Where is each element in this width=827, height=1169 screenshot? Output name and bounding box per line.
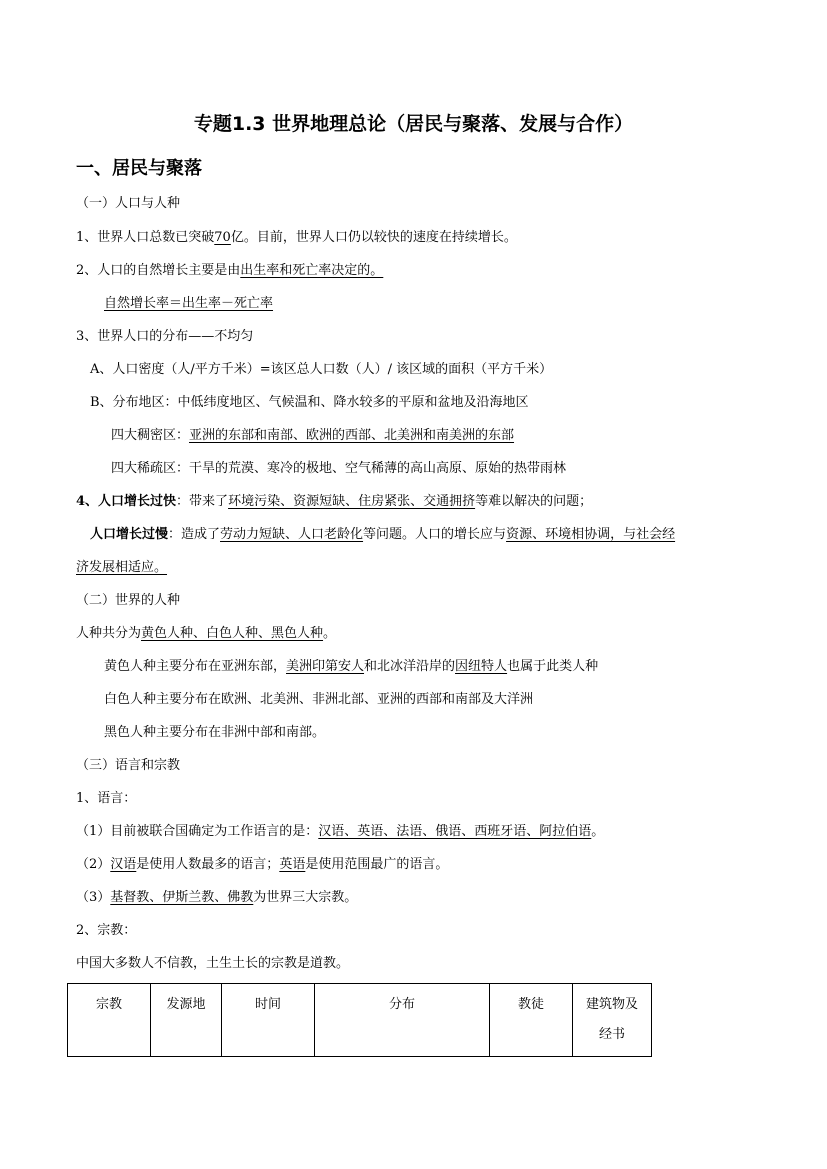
paragraph-3c: 四大稠密区：亚洲的东部和南部、欧洲的西部、北美洲和南美洲的东部	[111, 428, 515, 443]
formula-line: 自然增长率＝出生率－死亡率	[104, 296, 274, 311]
paragraph-3a: A、人口密度（人/平方千米）=该区总人口数（人）/ 该区域的面积（平方千米）	[90, 362, 553, 377]
paragraph-1: 1、世界人口总数已突破70亿。目前，世界人口仍以较快的速度在持续增长。	[76, 230, 517, 245]
table-header-cell: 建筑物及 经书	[573, 984, 652, 1057]
races-line-1: 人种共分为黄色人种、白色人种、黑色人种。	[76, 626, 337, 641]
races-line-2: 黄色人种主要分布在亚洲东部，美洲印第安人和北冰洋沿岸的因纽特人也属于此类人种	[104, 659, 599, 674]
paragraph-3d: 四大稀疏区：干旱的荒漠、寒冷的极地、空气稀薄的高山高原、原始的热带雨林	[111, 461, 567, 476]
paragraph-5-cont: 济发展相适应。	[76, 560, 168, 575]
table-header-cell: 发源地	[151, 984, 222, 1057]
races-line-3: 白色人种主要分布在欧洲、北美洲、非洲北部、亚洲的西部和南部及大洋洲	[104, 692, 534, 707]
table-header-row	[68, 984, 652, 1057]
subheading-language-religion: （三）语言和宗教	[76, 758, 181, 773]
table-header-cell: 宗教	[68, 984, 151, 1057]
paragraph-3b: B、分布地区：中低纬度地区、气候温和、降水较多的平原和盆地及沿海地区	[90, 395, 529, 410]
subheading-population: （一）人口与人种	[76, 196, 181, 211]
language-line-2: （2）汉语是使用人数最多的语言；英语是使用范围最广的语言。	[76, 857, 449, 872]
races-line-4: 黑色人种主要分布在非洲中部和南部。	[104, 725, 326, 740]
language-line-1: （1）目前被联合国确定为工作语言的是：汉语、英语、法语、俄语、西班牙语、阿拉伯语。	[76, 824, 605, 839]
language-heading: 1、语言：	[76, 791, 137, 806]
table-header-cell: 教徒	[490, 984, 573, 1057]
table-header-cell: 分布	[315, 984, 490, 1057]
religion-table	[67, 983, 652, 1057]
paragraph-3: 3、世界人口的分布——不均匀	[76, 329, 254, 344]
religion-line-1: 中国大多数人不信教，土生土长的宗教是道教。	[76, 956, 350, 971]
page-title: 专题1.3 世界地理总论（居民与聚落、发展与合作）	[193, 113, 634, 135]
paragraph-4: 4、人口增长过快：带来了环境污染、资源短缺、住房紧张、交通拥挤等难以解决的问题；	[76, 494, 593, 509]
table-header-cell: 时间	[222, 984, 315, 1057]
paragraph-5: 人口增长过慢：造成了劳动力短缺、人口老龄化等问题。人口的增长应与资源、环境相协调，与社会经	[90, 527, 676, 542]
paragraph-2: 2、人口的自然增长主要是由出生率和死亡率决定的。	[76, 263, 384, 278]
language-line-3: （3）基督教、伊斯兰教、佛教为世界三大宗教。	[76, 890, 358, 905]
subheading-races: （二）世界的人种	[76, 593, 181, 608]
section-heading: 一、居民与聚落	[76, 158, 202, 179]
religion-heading: 2、宗教：	[76, 923, 137, 938]
